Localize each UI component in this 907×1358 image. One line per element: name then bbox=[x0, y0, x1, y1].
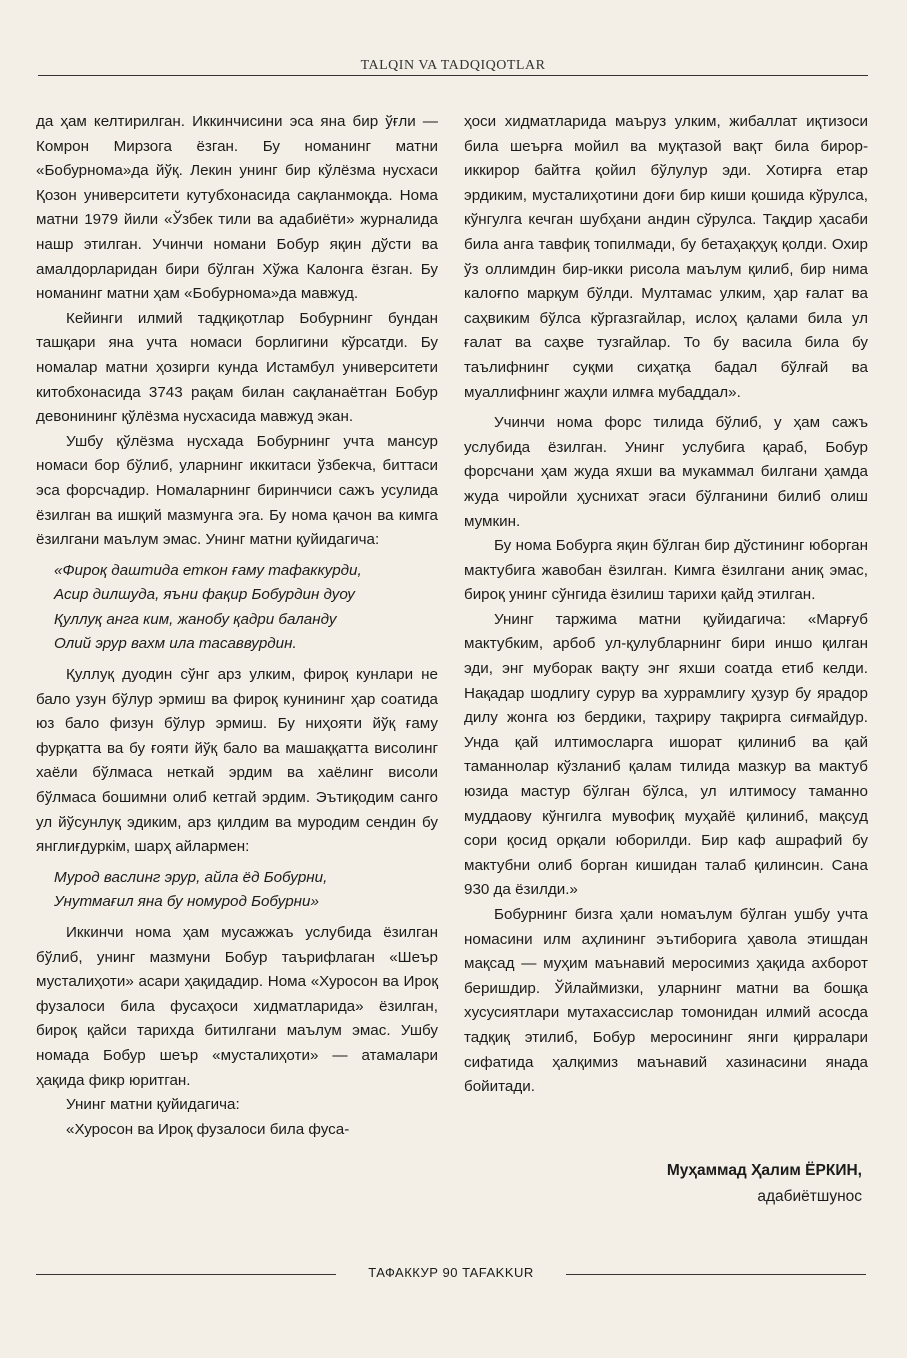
paragraph: ҳоси хидматларида маъруз улким, жибаллат иқтизоси била шеърға мойил ва муқтазой вақт била бирор-иккирор байтға қойил бўлулур эди. Хотирға етар эрдиким, мусталиҳотини доғи бир киши қошида кўрулса, кўнгулга кечган шубҳани андин сўрулса. Тақдир ҳасаби била анга тавфиқ топилмади, бу бетаҳақҳуқ қолди. Охир ўз оллимдин бир-икки рисола маълум қилиб, бир нима калоғпо марқум бўлди. Мултамас улким, ҳар ғалат ва саҳвиким бўлса кўргазгайлар, ислоҳ қалами била ул ғалат ва саҳве тузгайлар. То бу васила била бу таълифнинг суқми сиҳатқа бадал бўлғай ва муаллифнинг жаҳли илмға мубаддал». bbox=[464, 113, 868, 401]
verse-quote-2 bbox=[36, 866, 438, 915]
running-head bbox=[38, 56, 868, 74]
paragraph: Бу нома Бобурга яқин бўлган бир дўстининг юборган мактубига жавобан ёзилган. Кимга ёзилгани аниқ эмас, бироқ унинг сўнгида ёзилиш тарихи қайд этилган. bbox=[464, 537, 868, 604]
verse-line: Олий эрур вахм ила тасаввурдин. bbox=[54, 635, 297, 653]
paragraph: Унинг матни қуйидагича: bbox=[66, 1096, 240, 1114]
paragraph: Бобурнинг бизга ҳали номаълум бўлган ушбу учта номасини илм аҳлининг эътиборига ҳавола этишдан мақсад — муҳим маънавий меросимиз ҳақида ахборот беришдир. Ўйлаймизки, уларнинг матни ва бошқа хусусиятлари мутахассислар томонидан илмий асосда тадқиқ этилиб, Бобур меросининг янги қирралари сифатида ҳалқимиз маънавий хазинасини янада бойитади. bbox=[464, 906, 868, 1096]
footer-rule-right bbox=[566, 1274, 866, 1275]
author-name: Муҳаммад Ҳалим ЁРКИН, bbox=[666, 1162, 862, 1179]
header-rule bbox=[38, 75, 868, 76]
section-title: TALQIN VA TADQIQOTLAR bbox=[360, 58, 546, 73]
footer-rule-left bbox=[36, 1274, 336, 1275]
author-role: адабиётшунос bbox=[757, 1188, 862, 1205]
verse-line: Асир дилшуда, яъни фақир Бобурдин дуоу bbox=[54, 586, 355, 604]
paragraph: Иккинчи нома ҳам мусажжаъ услубида ёзилган бўлиб, унинг мазмуни Бобур таърифлаган «Шеър мусталиҳоти» асари ҳақидадир. Нома «Хуросон ва Ироқ фузалоси била фусаҳоси хидматларида» ёзилган, бироқ қайси тарихда битилгани маълум эмас. Ушбу номада Бобур шеър «мусталиҳоти» — атамалари ҳақида фикр юритган. bbox=[36, 924, 438, 1089]
verse-quote-1 bbox=[36, 559, 438, 657]
paragraph: Кейинги илмий тадқиқотлар Бобурнинг бундан ташқари яна учта номаси борлигини кўрсатди. Бу номалар матни ҳозирги кунда Истамбул университети китобхонасида 3743 рақам билан сақланаётган Бобур девонининг қўлёзма нусхасида мавжуд экан. bbox=[36, 309, 438, 426]
right-column bbox=[464, 110, 868, 1100]
paragraph: Ушбу қўлёзма нусхада Бобурнинг учта мансур номаси бор бўлиб, уларнинг иккитаси ўзбекча, биттаси эса форсчадир. Номаларнинг биринчиси сажъ усулида ёзилган ва ишқий мазмунга эга. Бу нома қачон ва кимга ёзилгани маълум эмас. Унинг матни қуйидагича: bbox=[36, 432, 438, 549]
paragraph: Унинг таржима матни қуйидагича: «Марғуб мактубким, арбоб ул-қулубларнинг бири иншо қилган эди, энг муборак вақту энг яхши соатда етиб келди. Нақадар шодлигу сурур ва хуррамлигу ҳузур бу ярадор дилу жонга юз бердики, таҳриру тақрирга сиғмайдур. Унда қай илтимосларга ишорат қилиниб ва қай таманнолар кўзланиб қалам тилида мазкур ва мактуб юзида мастур бўлган бўлса, ул илтимосу таманно муддаову кўнгилга мувофиқ муҳайё қилиниб, мақсуд сори қосид орқали юборилди. Бир каф ашрафий бу мактубни олиб борган кишидан талаб қилинсин. Сана 930 да ёзилди.» bbox=[464, 610, 868, 899]
paragraph: «Хуросон ва Ироқ фузалоси била фуса- bbox=[66, 1120, 350, 1138]
left-column bbox=[36, 110, 438, 1142]
verse-line: Унутмағил яна бу номурод Бобурни» bbox=[54, 893, 319, 911]
paragraph: Қуллуқ дуодин сўнг арз улким, фироқ кунлари не бало узун бўлур эрмиш ва фироқ кунининг ҳар соатида юз бало физун бўлур эрмиш. Бу ниҳояти йўқ ғаму фурқатта ва бу ғояти йўқ бало ва машаққатта висолинг хаёли бўлмаса неткай эрдим ва хаёлинг висоли бўлмаса бошимни олиб кетгай эрдим. Эътиқодим санго ул йўсунлуқ эдиким, арз қилдим ва муродим сендин бу янглиғдуркім, шарҳ айлармен: bbox=[36, 666, 438, 856]
author-signature bbox=[667, 1158, 862, 1210]
verse-line: Қуллуқ анга ким, жанобу қадри баланду bbox=[54, 610, 337, 628]
paragraph: да ҳам келтирилган. Иккинчисини эса яна бир ўғли — Комрон Мирзога ёзган. Бу номанинг матни «Бобурнома»да йўқ. Лекин унинг бир кўлёзма нусхаси Қозон университети кутубхонасида сақланмоқда. Нома матни 1979 йили «Ўзбек тили ва адабиёти» журналида нашр этилган. Учинчи номани Бобур яқин дўсти ва амалдорларидан бири бўлган Хўжа Калонга ёзган. Бу номанинг матни ҳам «Бобурнома»да мавжуд. bbox=[36, 113, 438, 303]
footer-text: ТАФАККУР 90 TAFAKKUR bbox=[368, 1265, 534, 1280]
page-footer bbox=[36, 1264, 866, 1284]
verse-line: «Фироқ даштида еткон ғаму тафаккурди, bbox=[54, 561, 362, 579]
verse-line: Мурод васлинг эрур, айла ёд Бобурни, bbox=[54, 868, 328, 886]
paragraph: Учинчи нома форс тилида бўлиб, у ҳам сажъ услубида ёзилган. Унинг услубига қараб, Бобур форсчани ҳам жуда яхши ва мукаммал билгани ҳамда жуда чиройли ҳуснихат эгаси бўлганини билиб олиш мумкин. bbox=[464, 414, 868, 530]
